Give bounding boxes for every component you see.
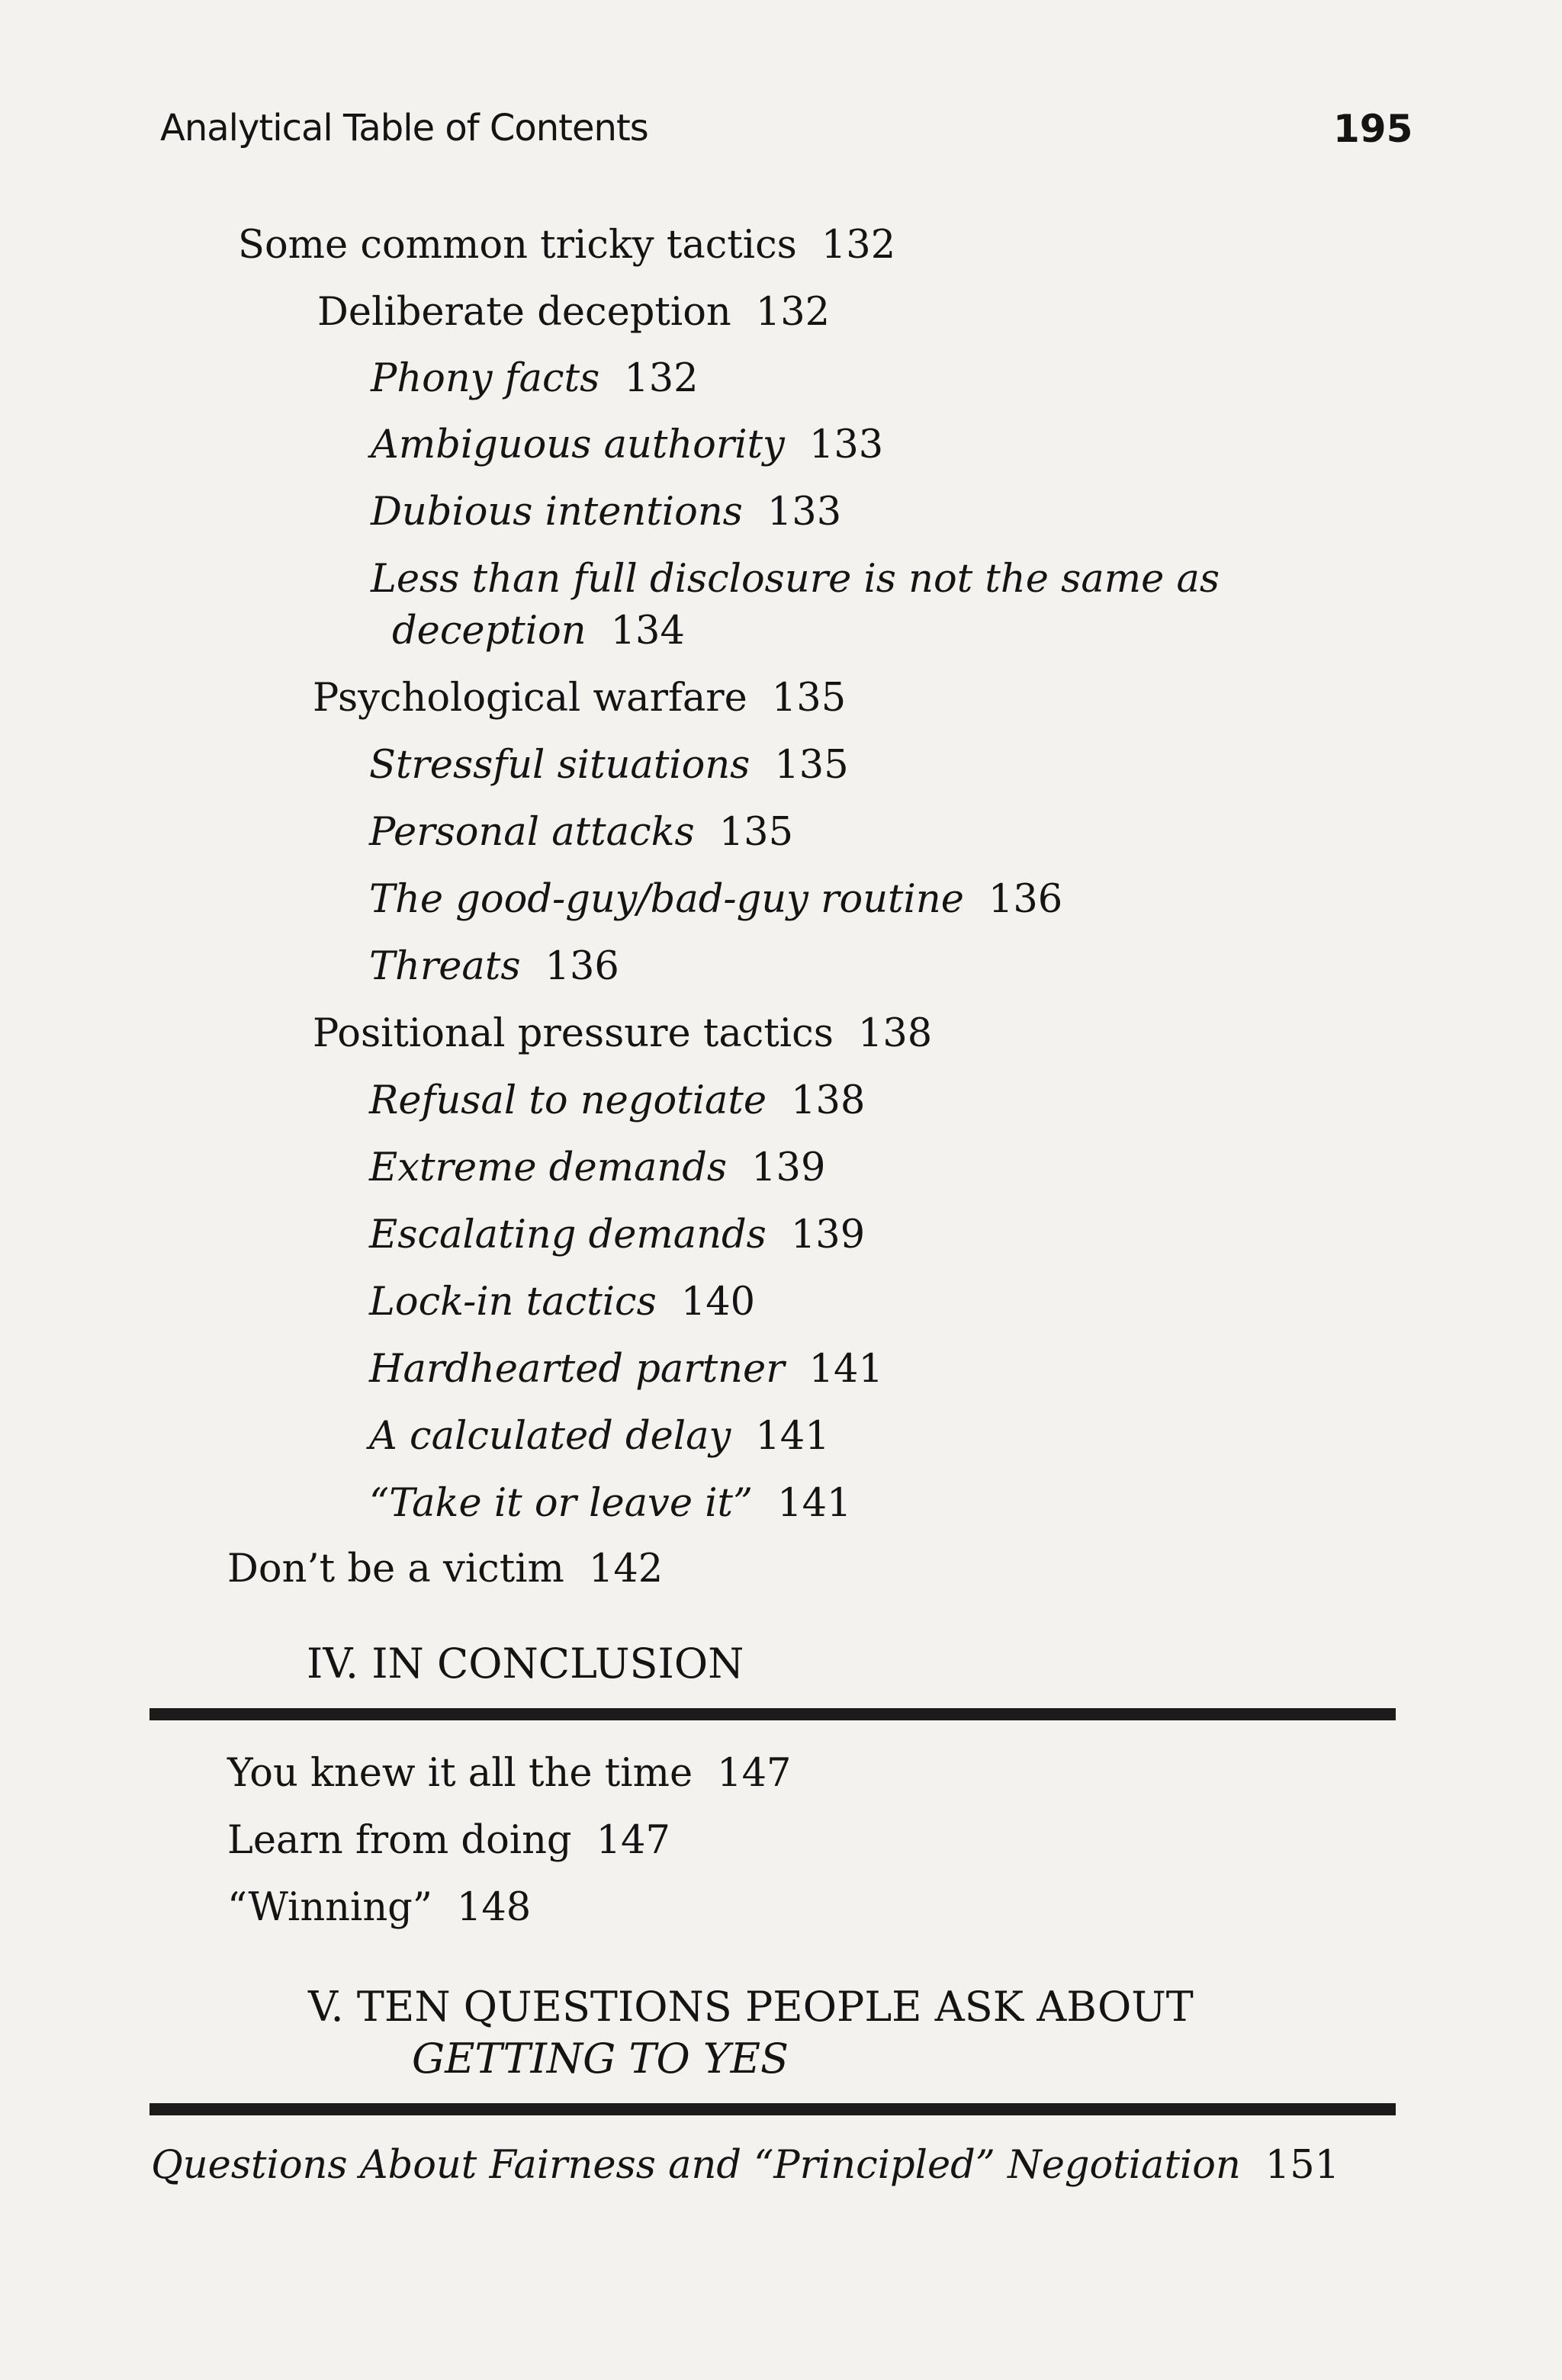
toc-entry-page: 138 (791, 1078, 866, 1123)
toc-entry (371, 356, 699, 401)
toc-entry (151, 2143, 1339, 2188)
toc-entry-text: Some common tricky tactics (238, 223, 797, 268)
toc-entry-text: Less than full disclosure is not the same as (371, 557, 1220, 602)
section-heading-in-conclusion: IV. IN CONCLUSION (307, 1640, 744, 1688)
toc-entry (369, 1414, 830, 1459)
toc-entry-page: 141 (808, 1347, 883, 1392)
toc-entry-page: 138 (857, 1011, 933, 1056)
toc-entry-text: Refusal to negotiate (369, 1078, 767, 1123)
toc-entry (369, 944, 619, 989)
toc-entry-text: Deliberate deception (317, 290, 731, 335)
toc-entry (369, 1212, 865, 1257)
toc-entry-page: 142 (588, 1547, 664, 1591)
toc-entry-page: 133 (767, 490, 842, 535)
toc-entry-text: The good-guy/bad-guy routine (369, 877, 964, 922)
section-rule (149, 1708, 1396, 1720)
section-heading-ten-questions: V. TEN QUESTIONS PEOPLE ASK ABOUT (308, 1983, 1194, 2031)
toc-entry (371, 490, 841, 535)
toc-entry-text: Phony facts (371, 356, 600, 401)
toc-entry-text: “Winning” (227, 1885, 432, 1930)
toc-entry (369, 1078, 865, 1123)
toc-entry-text: You knew it all the time (227, 1751, 693, 1796)
toc-entry-page: 135 (771, 676, 847, 721)
toc-entry-page: 140 (680, 1280, 756, 1325)
toc-entry (369, 810, 793, 855)
toc-entry (227, 1751, 791, 1796)
section-heading-ten-questions-line2: GETTING TO YES (412, 2035, 789, 2083)
toc-entry-page: 141 (777, 1481, 852, 1526)
toc-entry-text: Psychological warfare (313, 676, 747, 721)
toc-entry (371, 422, 883, 467)
toc-entry (227, 1818, 670, 1863)
toc-entry (227, 1547, 663, 1591)
toc-entry-page: 132 (755, 290, 831, 335)
toc-entry (369, 877, 1062, 922)
toc-entry-text: Escalating demands (369, 1212, 767, 1257)
toc-entry-text: Threats (369, 944, 521, 989)
toc-entry-text: Personal attacks (369, 810, 695, 855)
toc-entry-page: 135 (718, 810, 794, 855)
toc-entry (317, 290, 830, 335)
toc-entry-text: Positional pressure tactics (313, 1011, 834, 1056)
toc-entry-page: 135 (774, 743, 849, 788)
toc-entry-text: Dubious intentions (371, 490, 743, 535)
toc-entry-line2 (392, 609, 685, 654)
toc-entry (369, 1347, 883, 1392)
toc-entry (238, 223, 895, 268)
toc-entry-text: deception (392, 609, 587, 654)
toc-entry-page: 139 (751, 1145, 826, 1190)
toc-entry-text: Lock-in tactics (369, 1280, 657, 1325)
toc-entry (369, 743, 849, 788)
toc-entry-text: Extreme demands (369, 1145, 728, 1190)
running-header-title: Analytical Table of Contents (160, 107, 648, 149)
toc-entry-page: 148 (456, 1885, 532, 1930)
toc-entry-page: 133 (808, 422, 884, 467)
toc-entry-line1 (371, 557, 1220, 602)
page-number: 195 (1333, 107, 1413, 151)
toc-entry (313, 1011, 932, 1056)
toc-entry-text: Ambiguous authority (371, 422, 785, 467)
toc-entry-page: 141 (755, 1414, 830, 1459)
toc-entry-page: 132 (624, 356, 699, 401)
toc-entry-text: Don’t be a victim (227, 1547, 564, 1591)
toc-entry-page: 136 (988, 877, 1063, 922)
toc-entry (369, 1145, 825, 1190)
toc-entry-page: 147 (717, 1751, 792, 1796)
toc-entry-text: “Take it or leave it” (369, 1481, 754, 1526)
toc-entry-page: 139 (790, 1212, 866, 1257)
section-rule (149, 2103, 1396, 2115)
toc-entry-page: 147 (596, 1818, 670, 1863)
toc-entry (227, 1885, 531, 1930)
toc-entry-page: 136 (545, 944, 619, 989)
toc-entry-text: Stressful situations (369, 743, 750, 788)
toc-entry-text: Hardhearted partner (369, 1347, 785, 1392)
toc-entry (369, 1280, 755, 1325)
toc-entry-page: 132 (821, 223, 896, 268)
toc-entry-text: A calculated delay (369, 1414, 731, 1459)
toc-entry-page: 151 (1265, 2143, 1340, 2188)
toc-entry-text: Questions About Fairness and “Principled” Negotiation (151, 2143, 1241, 2188)
toc-entry-text: Learn from doing (227, 1818, 572, 1863)
toc-entry-page: 134 (610, 609, 685, 654)
toc-entry (313, 676, 846, 721)
toc-entry (369, 1481, 851, 1526)
